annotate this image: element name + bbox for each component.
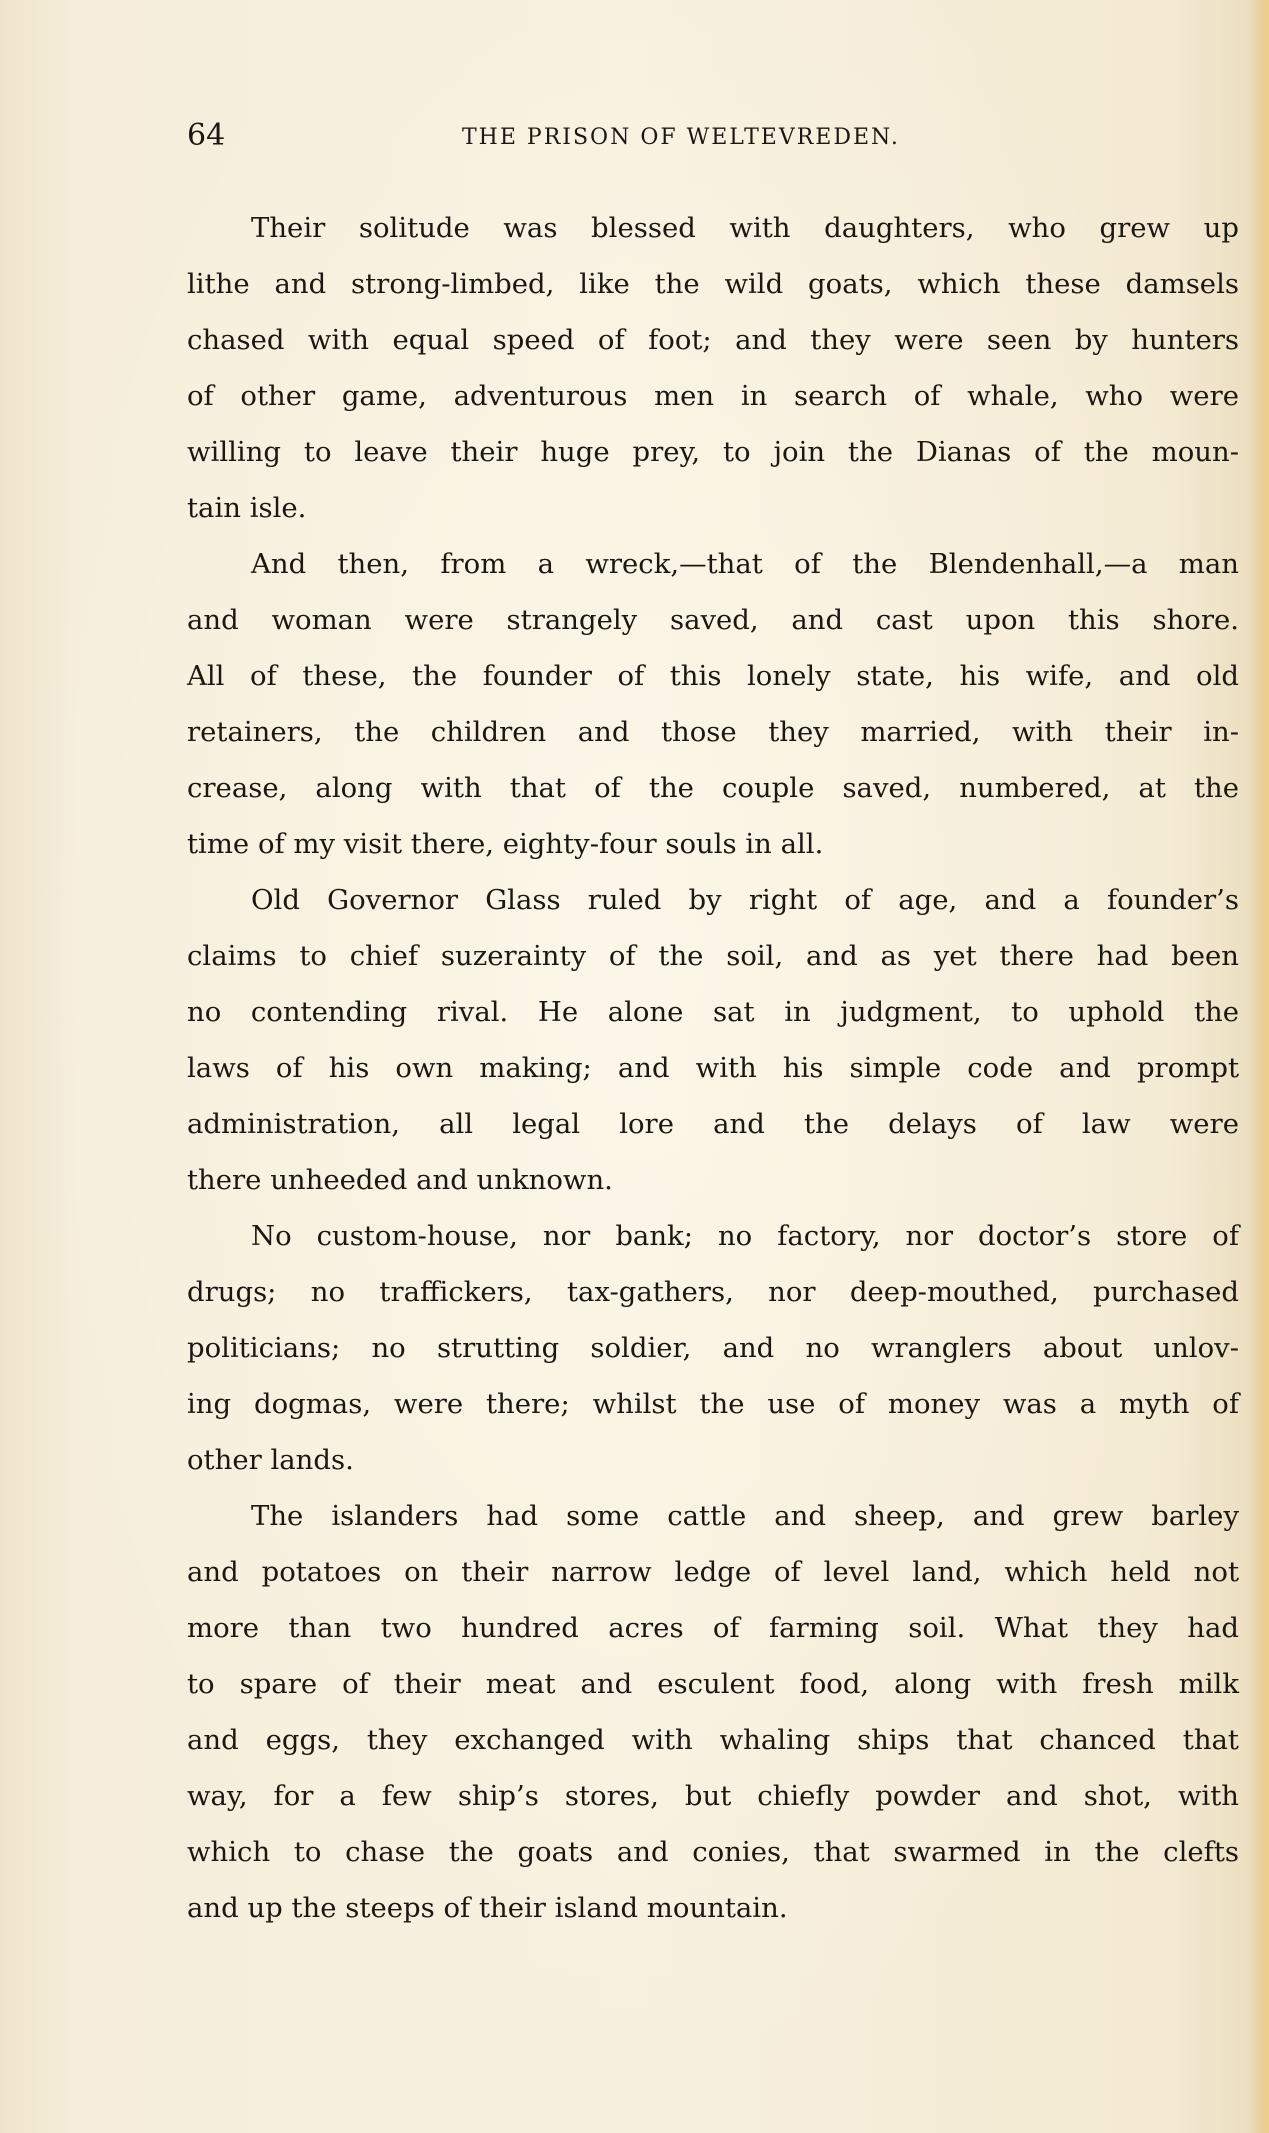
paragraph <box>187 1208 1239 1488</box>
paragraph <box>187 200 1239 536</box>
paragraph <box>187 1488 1239 1936</box>
text-line: and woman were strangely saved, and cast upon this shore. <box>187 604 1239 636</box>
text-line: other lands. <box>187 1444 354 1476</box>
text-line: politicians; no strutting soldier, and no wranglers about unlov- <box>187 1332 1239 1364</box>
text-line: and up the steeps of their island mountain. <box>187 1892 788 1924</box>
text-line: of other game, adventurous men in search of whale, who were <box>187 380 1239 412</box>
text-line: willing to leave their huge prey, to join the Dianas of the moun- <box>187 436 1239 468</box>
text-line: retainers, the children and those they married, with their in- <box>187 716 1239 748</box>
page-header <box>187 112 1237 160</box>
text-line: drugs; no traffickers, tax-gathers, nor deep-mouthed, purchased <box>187 1276 1239 1308</box>
page-number: 64 <box>187 118 226 153</box>
page-edge <box>1247 0 1269 2133</box>
text-line: And then, from a wreck,—that of the Blendenhall,—a man <box>251 548 1239 580</box>
text-line: ing dogmas, were there; whilst the use of money was a myth of <box>187 1388 1239 1420</box>
text-line: tain isle. <box>187 492 307 524</box>
text-line: The islanders had some cattle and sheep, and grew barley <box>251 1500 1239 1532</box>
text-line: All of these, the founder of this lonely state, his wife, and old <box>187 660 1239 692</box>
text-line: lithe and strong-limbed, like the wild goats, which these damsels <box>187 268 1239 300</box>
text-line: there unheeded and unknown. <box>187 1164 613 1196</box>
text-line: Old Governor Glass ruled by right of age, and a founder’s <box>251 884 1239 916</box>
text-line: crease, along with that of the couple saved, numbered, at the <box>187 772 1239 804</box>
running-head: THE PRISON OF WELTEVREDEN. <box>462 125 900 150</box>
text-line: which to chase the goats and conies, that swarmed in the clefts <box>187 1836 1239 1868</box>
text-line: and eggs, they exchanged with whaling ships that chanced that <box>187 1724 1239 1756</box>
text-line: more than two hundred acres of farming soil. What they had <box>187 1612 1239 1644</box>
text-line: and potatoes on their narrow ledge of level land, which held not <box>187 1556 1239 1588</box>
text-line: chased with equal speed of foot; and they were seen by hunters <box>187 324 1239 356</box>
text-line: claims to chief suzerainty of the soil, and as yet there had been <box>187 940 1239 972</box>
paragraph <box>187 872 1239 1208</box>
text-line: No custom-house, nor bank; no factory, nor doctor’s store of <box>251 1220 1239 1252</box>
body-text <box>187 200 1239 1936</box>
paragraph <box>187 536 1239 872</box>
text-line: time of my visit there, eighty-four souls in all. <box>187 828 824 860</box>
text-line: to spare of their meat and esculent food, along with fresh milk <box>187 1668 1239 1700</box>
text-line: no contending rival. He alone sat in judgment, to uphold the <box>187 996 1239 1028</box>
text-line: laws of his own making; and with his simple code and prompt <box>187 1052 1239 1084</box>
text-line: Their solitude was blessed with daughters, who grew up <box>251 212 1239 244</box>
text-line: way, for a few ship’s stores, but chiefly powder and shot, with <box>187 1780 1239 1812</box>
text-line: administration, all legal lore and the delays of law were <box>187 1108 1239 1140</box>
